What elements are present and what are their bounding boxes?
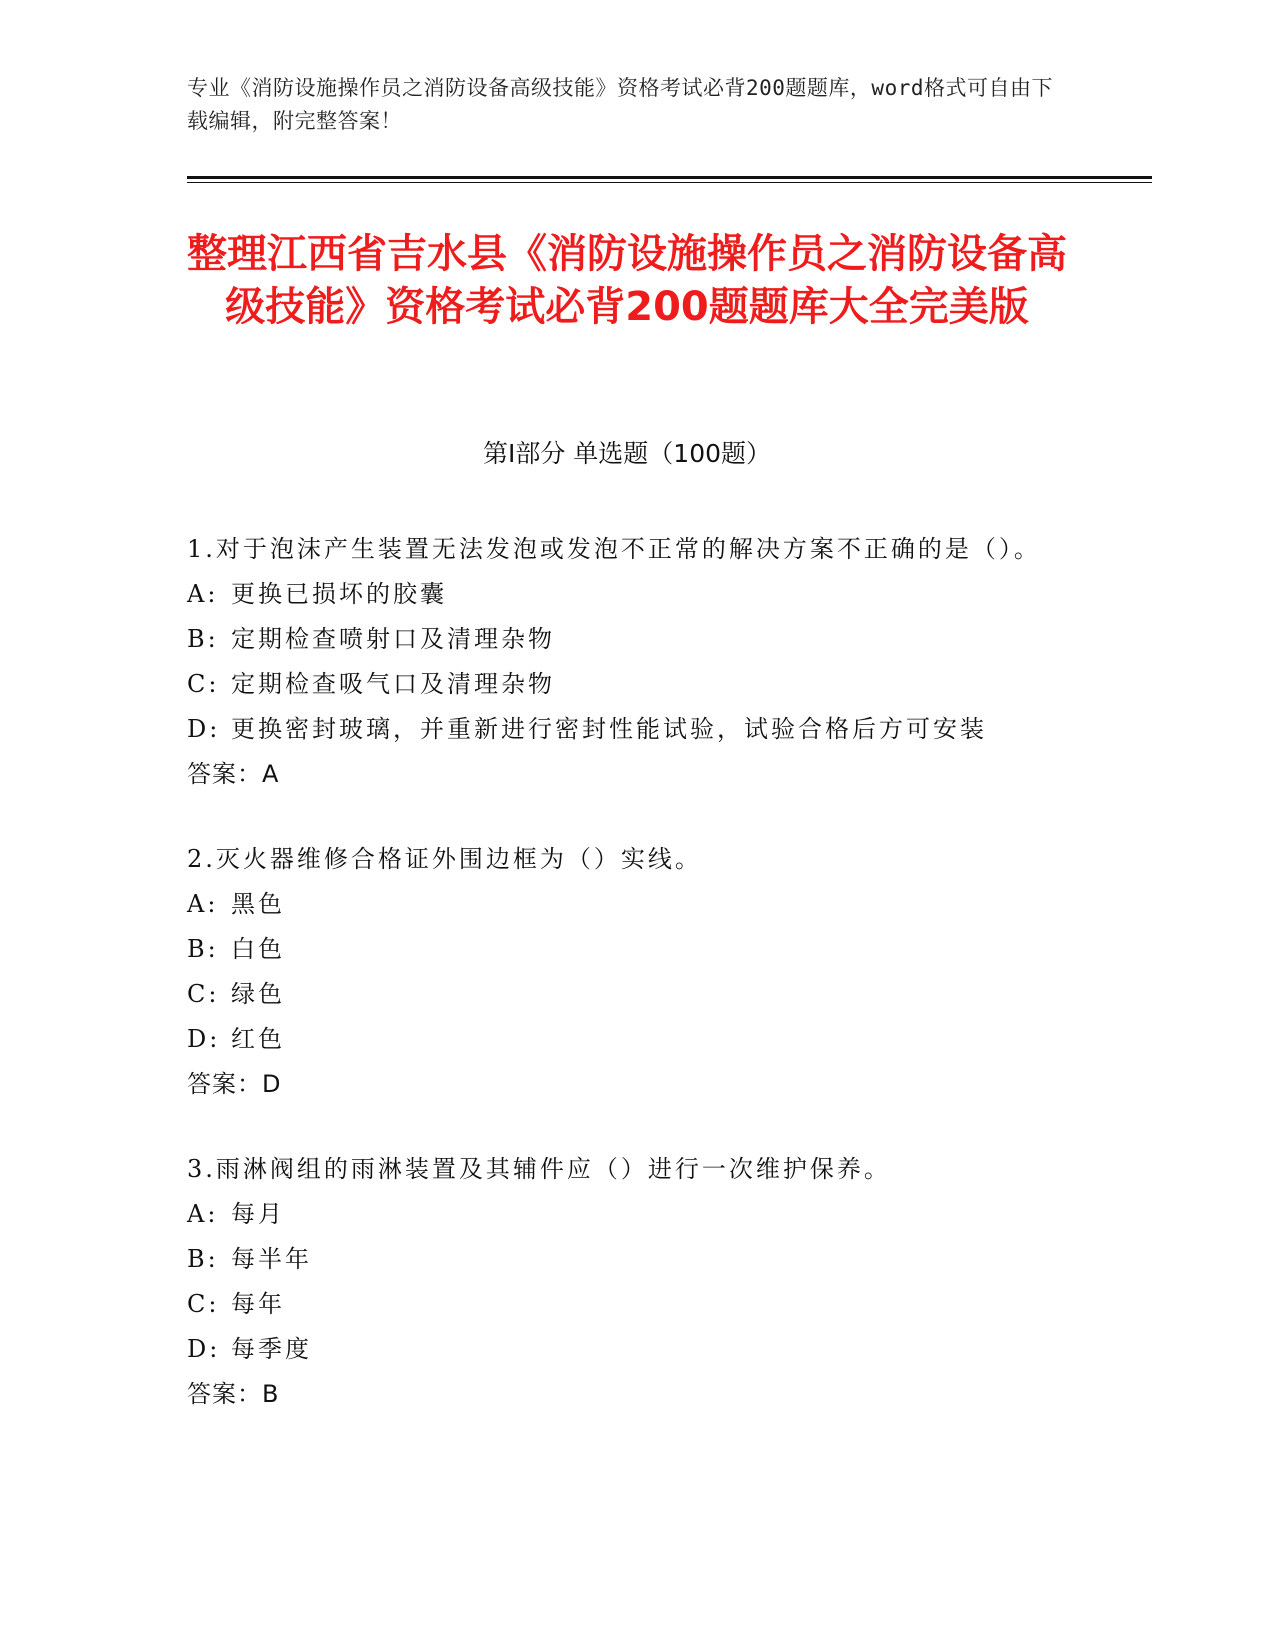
option-c (187, 972, 1067, 1017)
option-text: 每月 (231, 1200, 285, 1228)
option-letter: D: (187, 1335, 221, 1363)
option-text: 黑色 (231, 890, 285, 918)
question-1 (187, 527, 1067, 797)
answer: 答案：A (187, 760, 280, 788)
option-b (187, 617, 1067, 662)
header-note: 专业《消防设施操作员之消防设备高级技能》资格考试必背200题题库，word格式可自由下载编辑，附完整答案！ (187, 76, 1053, 133)
option-d (187, 1017, 1067, 1062)
question-list (187, 527, 1067, 1457)
option-letter: C: (187, 670, 220, 698)
option-letter: A: (187, 1200, 219, 1228)
question-text: 3.雨淋阀组的雨淋装置及其辅件应（）进行一次维护保养。 (187, 1155, 891, 1183)
option-text: 定期检查喷射口及清理杂物 (231, 625, 555, 653)
option-b (187, 927, 1067, 972)
option-letter: B: (187, 625, 219, 653)
question-text: 2.灭火器维修合格证外围边框为（）实线。 (187, 845, 702, 873)
option-a (187, 572, 1067, 617)
option-letter: D: (187, 715, 221, 743)
question-2 (187, 837, 1067, 1107)
option-text: 每年 (231, 1290, 285, 1318)
option-text: 红色 (231, 1025, 285, 1053)
option-letter: B: (187, 935, 219, 963)
option-text: 每季度 (231, 1335, 312, 1363)
header-divider-thin (187, 182, 1152, 183)
option-a (187, 1192, 1067, 1237)
option-text: 更换密封玻璃，并重新进行密封性能试验，试验合格后方可安装 (231, 715, 987, 743)
option-letter: A: (187, 890, 219, 918)
option-letter: A: (187, 580, 219, 608)
option-letter: D: (187, 1025, 221, 1053)
option-b (187, 1237, 1067, 1282)
header-divider-thick (187, 176, 1152, 179)
answer: 答案：B (187, 1380, 280, 1408)
option-c (187, 662, 1067, 707)
option-text: 定期检查吸气口及清理杂物 (231, 670, 555, 698)
option-letter: C: (187, 980, 220, 1008)
option-d (187, 1327, 1067, 1372)
document-title: 整理江西省吉水县《消防设施操作员之消防设备高级技能》资格考试必背200题题库大全完美版 (187, 231, 1067, 330)
option-letter: B: (187, 1245, 219, 1273)
question-text: 1.对于泡沫产生装置无法发泡或发泡不正常的解决方案不正确的是（）。 (187, 535, 1041, 563)
option-d (187, 707, 1067, 752)
option-text: 每半年 (231, 1245, 312, 1273)
answer: 答案：D (187, 1070, 282, 1098)
option-letter: C: (187, 1290, 220, 1318)
option-text: 白色 (231, 935, 285, 963)
section-title: 第Ⅰ部分 单选题（100题） (482, 439, 772, 468)
option-text: 更换已损坏的胶囊 (231, 580, 447, 608)
option-text: 绿色 (231, 980, 285, 1008)
option-c (187, 1282, 1067, 1327)
question-3 (187, 1147, 1067, 1417)
option-a (187, 882, 1067, 927)
